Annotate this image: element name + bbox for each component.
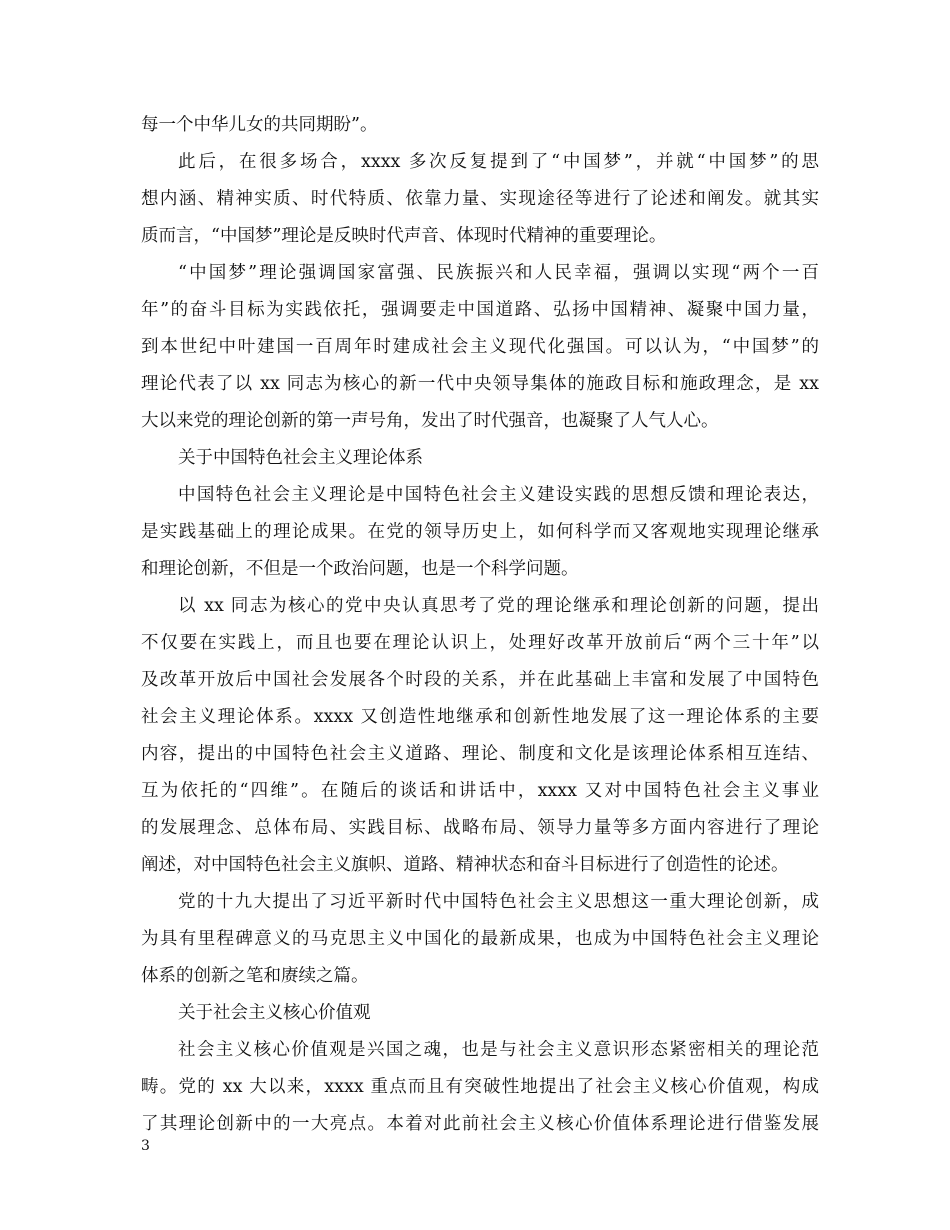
text-line: 及改革开放后中国社会发展各个时段的关系，并在此基础上丰富和发展了中国特色 [141, 670, 819, 690]
text-line: 到本世纪中叶建国一百周年时建成社会主义现代化强国。可以认为，“中国梦”的 [141, 337, 819, 357]
text-line: 畴。党的 xx 大以来，xxxx 重点而且有突破性地提出了社会主义核心价值观，构成 [141, 1077, 819, 1097]
text-line: 理论代表了以 xx 同志为核心的新一代中央领导集体的施政目标和施政理念，是 xx [141, 374, 819, 394]
text-line: 每一个中华儿女的共同期盼”。 [141, 115, 378, 135]
paragraph-core-values [141, 1032, 819, 1143]
paragraph-chinese-dream-theory [141, 255, 819, 440]
text-line: 大以来党的理论创新的第一声号角，发出了时代强音，也凝聚了人气人心。 [141, 411, 719, 431]
text-line: 是实践基础上的理论成果。在党的领导历史上，如何科学而又客观地实现理论继承 [141, 522, 819, 542]
text-line: 年”的奋斗目标为实践依托，强调要走中国道路、弘扬中国精神、凝聚中国力量， [141, 300, 819, 320]
text-line: 社会主义理论体系。xxxx 又创造性地继承和创新性地发展了这一理论体系的主要 [141, 707, 819, 727]
text-line: 为具有里程碑意义的马克思主义中国化的最新成果，也成为中国特色社会主义理论 [141, 929, 819, 949]
text-line: 互为依托的“四维”。在随后的谈话和讲话中，xxxx 又对中国特色社会主义事业 [141, 781, 819, 801]
text-line: 社会主义核心价值观是兴国之魂，也是与社会主义意识形态紧密相关的理论范 [178, 1040, 819, 1060]
paragraph-theory-definition [141, 477, 819, 588]
text-line: 此后，在很多场合，xxxx 多次反复提到了“中国梦”，并就“中国梦”的思 [178, 152, 819, 172]
text-line: 关于中国特色社会主义理论体系 [178, 448, 423, 468]
body-text [141, 107, 819, 1143]
page-number: 3 [141, 1138, 150, 1154]
text-line: 想内涵、精神实质、时代特质、依靠力量、实现途径等进行了论述和阐发。就其实 [141, 189, 819, 209]
text-line: “中国梦”理论强调国家富强、民族振兴和人民幸福，强调以实现“两个一百 [178, 263, 819, 283]
text-line: 质而言，“中国梦”理论是反映时代声音、体现时代精神的重要理论。 [141, 226, 667, 246]
paragraph-theory-inheritance [141, 588, 819, 884]
text-line: 体系的创新之笔和赓续之篇。 [141, 966, 369, 986]
text-line: 阐述，对中国特色社会主义旗帜、道路、精神状态和奋斗目标进行了创造性的论述。 [141, 855, 789, 875]
text-line: 党的十九大提出了习近平新时代中国特色社会主义思想这一重大理论创新，成 [178, 892, 819, 912]
paragraph-chinese-dream-intro [141, 144, 819, 255]
text-line: 关于社会主义核心价值观 [178, 1003, 371, 1023]
text-line: 内容，提出的中国特色社会主义道路、理论、制度和文化是该理论体系相互连结、 [141, 744, 819, 764]
paragraph-nineteenth-congress [141, 884, 819, 995]
text-line: 不仅要在实践上，而且也要在理论认识上，处理好改革开放前后“两个三十年”以 [141, 633, 819, 653]
heading-core-values [141, 995, 819, 1032]
text-line: 的发展理念、总体布局、实践目标、战略布局、领导力量等多方面内容进行了理论 [141, 818, 819, 838]
heading-socialism-theory-system [141, 440, 819, 477]
text-line: 和理论创新，不但是一个政治问题，也是一个科学问题。 [141, 559, 579, 579]
text-line: 以 xx 同志为核心的党中央认真思考了党的理论继承和理论创新的问题，提出 [178, 596, 819, 616]
text-line: 中国特色社会主义理论是中国特色社会主义建设实践的思想反馈和理论表达， [178, 485, 819, 505]
text-line: 了其理论创新中的一大亮点。本着对此前社会主义核心价值体系理论进行借鉴发展 [141, 1114, 819, 1134]
paragraph-continuation [141, 107, 819, 144]
